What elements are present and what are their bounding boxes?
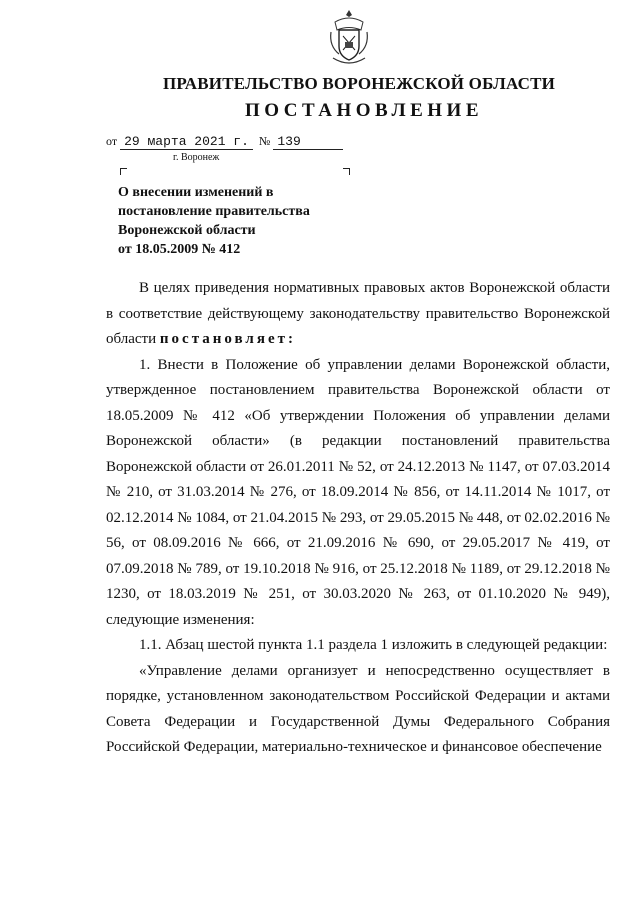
document-subject [118, 183, 358, 259]
paragraph-item-1: 1. Внести в Положение об управлении делами Воронежской области, утвержденное постановлением правительства Воронежской области от 18.05.2009 № 412 «Об утверждении Положения об управлении делами Воронежской области» (в редакции постановлений правительства Воронежской области от 26.01.2011 № 52, от 24.12.2013 № 1147, от 07.03.2014 № 210, от 31.03.2014 № 276, от 18.09.2014 № 856, от 14.11.2014 № 1017, от 02.12.2014 № 1084, от 21.04.2015 № 293, от 29.05.2015 № 448, от 02.02.2016 № 56, от 08.09.2016 № 666, от 21.09.2016 № 690, от 29.05.2017 № 419, от 07.09.2018 № 789, от 19.10.2018 № 916, от 25.12.2018 № 1189, от 29.12.2018 № 1230, от 18.03.2019 № 251, от 30.03.2020 № 263, от 01.10.2020 № 949), следующие изменения: [106, 356, 610, 628]
document-type: ПОСТАНОВЛЕНИЕ [244, 100, 484, 121]
preamble-text: В целях приведения нормативных правовых актов Воронежской области в соответствие действующему законодательству правительство Воронежской области [106, 280, 610, 347]
date-prefix: от [106, 134, 118, 148]
paragraph-quote: «Управление делами организует и непосредственно осуществляет в порядке, установленном законодательством Российской Федерации и актами Совета Федерации и Государственной Думы Федерального Собрания Российской Федерации, материально-техническое и финансовое обеспечение [106, 662, 610, 755]
subject-line: от 18.05.2009 № 412 [118, 242, 241, 257]
resolves-word: постановляет: [159, 331, 296, 347]
organization-name: ПРАВИТЕЛЬСТВО ВОРОНЕЖСКОЙ ОБЛАСТИ [162, 74, 556, 93]
document-date: 29 марта 2021 г. [120, 134, 253, 150]
document-number: 139 [273, 134, 343, 150]
number-prefix: № [258, 134, 271, 148]
subject-corner-left [120, 168, 127, 175]
subject-corner-right [343, 168, 350, 175]
subject-line: постановление правительства [118, 204, 310, 219]
coat-of-arms-icon [327, 8, 371, 68]
paragraph-item-1-1: 1.1. Абзац шестой пункта 1.1 раздела 1 изложить в следующей редакции: [139, 637, 608, 653]
subject-line: Воронежской области [118, 223, 256, 238]
subject-line: О внесении изменений в [118, 185, 274, 200]
document-body [106, 276, 610, 761]
date-number-row [106, 134, 343, 150]
paragraph-preamble [106, 276, 610, 353]
city-label: г. Воронеж [173, 152, 220, 163]
